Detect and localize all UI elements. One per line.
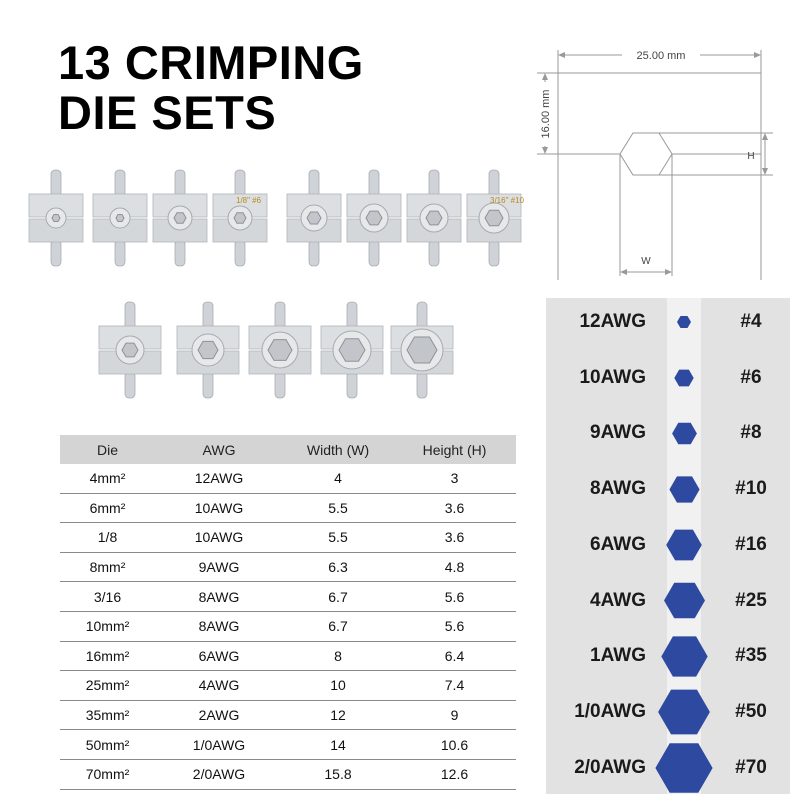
cell-width: 6.3 [328, 559, 348, 576]
table-row [60, 760, 516, 790]
die-row-bottom [98, 300, 458, 400]
die-graphic [152, 168, 208, 268]
table-row [60, 494, 516, 524]
crimp-die [212, 168, 268, 268]
title-line-2: DIE SETS [58, 86, 277, 139]
h-label: H [747, 151, 755, 162]
die-graphic [248, 300, 312, 400]
cell-width: 14 [330, 736, 346, 753]
cell-awg: 10AWG [194, 499, 244, 516]
crimp-die [320, 300, 384, 400]
size-row [546, 469, 790, 509]
table-row [60, 671, 516, 701]
crimp-die [248, 300, 312, 400]
table-row [60, 642, 516, 672]
die-graphic [286, 168, 342, 268]
awg-size-panel [546, 298, 790, 794]
die-row-top [28, 168, 528, 268]
title-line-1: 13 CRIMPING [58, 36, 364, 89]
hex-size-icon [657, 685, 711, 739]
table-row [60, 582, 516, 612]
cell-die: 70mm² [85, 766, 130, 783]
cell-die: 10mm² [85, 618, 130, 635]
cell-awg: 8AWG [198, 588, 240, 605]
cell-height: 5.6 [444, 618, 465, 635]
table-header [60, 435, 516, 464]
crimp-die [98, 300, 162, 400]
awg-size-label: 2/0AWG [574, 756, 646, 778]
stud-size-label: #16 [735, 533, 767, 555]
crimp-die [286, 168, 342, 268]
cell-awg: 10AWG [194, 529, 244, 546]
die-graphic [176, 300, 240, 400]
die-graphic [390, 300, 454, 400]
cell-width: 12 [330, 707, 346, 724]
table-row [60, 701, 516, 731]
table-row [60, 523, 516, 553]
cell-width: 15.8 [324, 766, 352, 783]
die-graphic [406, 168, 462, 268]
size-row [546, 636, 790, 676]
cell-height: 6.4 [444, 647, 465, 664]
cell-height: 4.8 [444, 559, 465, 576]
size-row [546, 692, 790, 732]
cell-die: 35mm² [85, 707, 130, 724]
hex-size-icon [660, 632, 709, 681]
hex-cavity [620, 133, 672, 175]
cell-awg: 6AWG [198, 647, 240, 664]
width-dimension-label: 25.00 mm [636, 50, 686, 62]
cell-die: 25mm² [85, 677, 130, 694]
size-row [546, 302, 790, 342]
cell-width: 8 [334, 647, 342, 664]
table-row [60, 730, 516, 760]
die-graphic [92, 168, 148, 268]
cell-awg: 2/0AWG [192, 766, 246, 783]
hex-size-icon [673, 367, 695, 389]
cell-height: 5.6 [444, 588, 465, 605]
die-graphic [466, 168, 522, 268]
cell-die: 50mm² [85, 736, 130, 753]
crimp-die [92, 168, 148, 268]
cell-width: 6.7 [328, 618, 348, 635]
cell-height: 3.6 [444, 529, 465, 546]
stud-size-label: #8 [740, 422, 762, 444]
table-row [60, 464, 516, 494]
cell-die: 6mm² [89, 499, 126, 516]
height-dimension-label: 16.00 mm [540, 89, 552, 139]
awg-size-label: 1/0AWG [574, 700, 646, 722]
die-graphic [346, 168, 402, 268]
cell-awg: 1/0AWG [192, 736, 246, 753]
size-row [546, 358, 790, 398]
cell-height: 12.6 [440, 766, 469, 783]
cell-width: 5.5 [328, 499, 348, 516]
cell-width: 6.7 [328, 588, 348, 605]
awg-size-label: 9AWG [590, 422, 646, 444]
die-size-mark: 3/16" #10 [490, 196, 524, 205]
die-graphic [98, 300, 162, 400]
cell-awg: 9AWG [198, 559, 240, 576]
table-body [60, 464, 516, 790]
die-outline [558, 73, 761, 280]
stud-size-label: #4 [740, 311, 762, 332]
cell-height: 7.4 [444, 677, 465, 694]
hex-size-icon [676, 314, 692, 330]
crimp-die [466, 168, 522, 268]
cell-awg: 8AWG [198, 618, 240, 635]
cell-height: 3 [450, 470, 459, 487]
header-width: Width (W) [306, 441, 370, 458]
table-row [60, 612, 516, 642]
cell-die: 16mm² [85, 647, 130, 664]
die-spec-table [60, 435, 516, 790]
size-row [546, 413, 790, 453]
cell-width: 4 [334, 470, 342, 487]
cell-height: 9 [450, 707, 459, 724]
dimension-svg [525, 40, 795, 280]
die-size-mark: 1/8" #6 [236, 196, 262, 205]
cell-die: 8mm² [89, 559, 126, 576]
awg-size-label: 12AWG [579, 311, 646, 332]
awg-size-label: 10AWG [579, 366, 646, 388]
awg-size-label: 6AWG [590, 533, 646, 555]
stud-size-label: #10 [735, 478, 767, 500]
w-label: W [641, 256, 651, 267]
header-die: Die [96, 441, 118, 458]
stud-size-label: #70 [735, 756, 767, 778]
stud-size-label: #6 [740, 366, 762, 388]
crimp-die [28, 168, 84, 268]
stud-size-label: #25 [735, 589, 767, 611]
die-graphic [28, 168, 84, 268]
size-row [546, 525, 790, 565]
header-awg: AWG [202, 441, 236, 458]
header-height: Height (H) [422, 441, 487, 458]
cell-die: 3/16 [93, 588, 122, 605]
hex-size-icon [654, 738, 714, 798]
stud-size-label: #50 [735, 700, 767, 722]
crimp-die [390, 300, 454, 400]
crimp-die [152, 168, 208, 268]
hex-size-icon [671, 420, 698, 447]
die-dimension-drawing [525, 40, 795, 280]
awg-size-label: 1AWG [590, 645, 646, 667]
cell-width: 5.5 [328, 529, 348, 546]
crimp-die [406, 168, 462, 268]
size-row [546, 581, 790, 621]
cell-awg: 12AWG [194, 470, 244, 487]
crimp-die [346, 168, 402, 268]
awg-size-label: 8AWG [590, 478, 646, 500]
cell-awg: 4AWG [198, 677, 240, 694]
stud-size-label: #35 [735, 645, 767, 667]
die-graphic [320, 300, 384, 400]
awg-size-label: 4AWG [590, 589, 646, 611]
die-graphic [212, 168, 268, 268]
cell-height: 3.6 [444, 499, 465, 516]
table-row [60, 553, 516, 583]
size-row [546, 748, 790, 788]
cell-height: 10.6 [440, 736, 469, 753]
cell-die: 4mm² [89, 470, 126, 487]
cell-awg: 2AWG [198, 707, 240, 724]
hex-size-icon [663, 579, 706, 622]
hex-size-icon [665, 526, 703, 564]
cell-die: 1/8 [97, 529, 118, 546]
cell-width: 10 [330, 677, 346, 694]
hex-size-icon [668, 473, 701, 506]
page-title [58, 38, 364, 138]
crimp-die [176, 300, 240, 400]
